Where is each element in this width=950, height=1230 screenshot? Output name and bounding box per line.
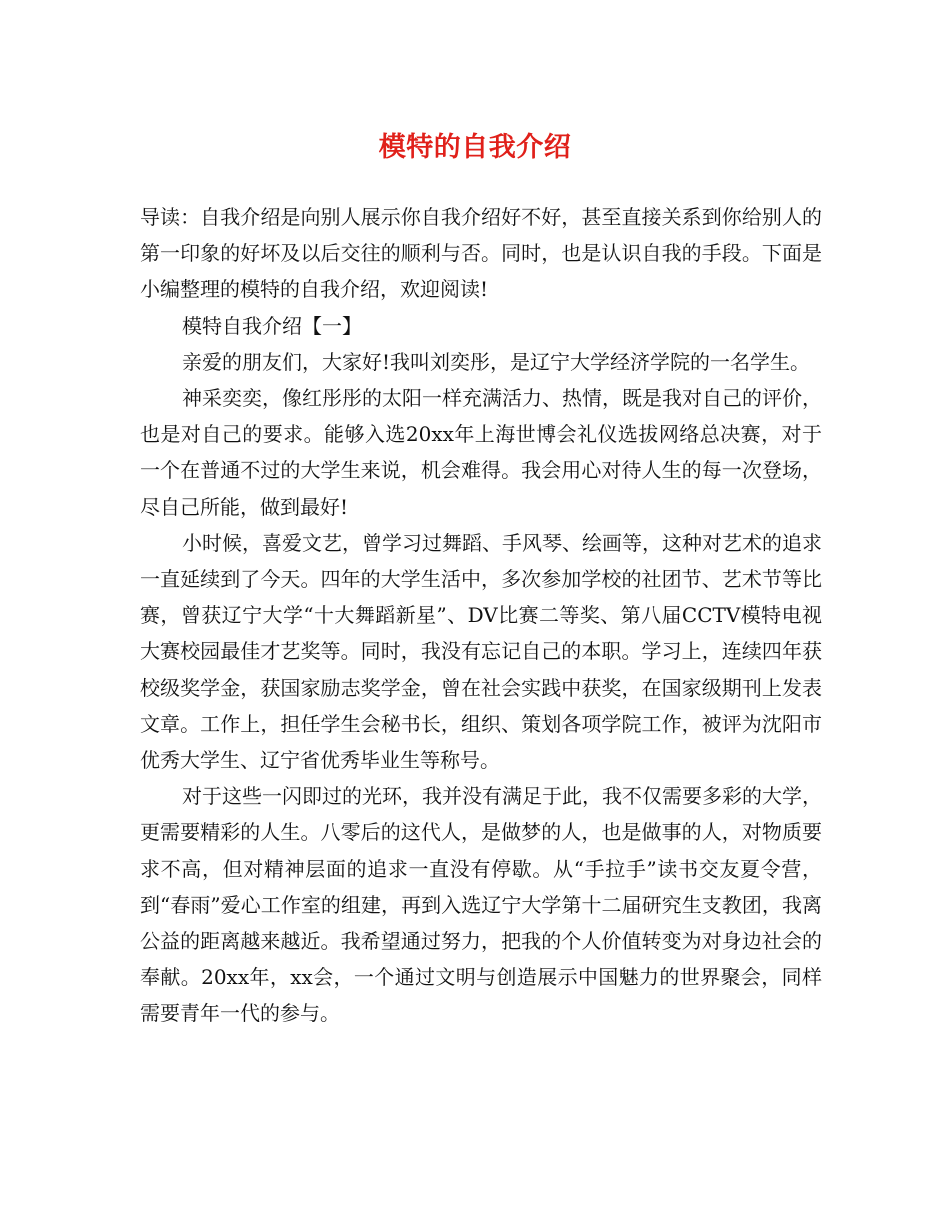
body-paragraph: 神采奕奕，像红彤彤的太阳一样充满活力、热情，既是我对自己的评价，也是对自己的要求。能够入选20xx年上海世博会礼仪选拔网络总决赛，对于一个在普通不过的大学生来说，机会难得。我会用心对待人生的每一次登场，尽自己所能，做到最好! [140, 386, 822, 519]
body-paragraph: 亲爱的朋友们，大家好!我叫刘奕彤，是辽宁大学经济学院的一名学生。 [182, 349, 811, 374]
document-title: 模特的自我介绍 [378, 132, 572, 163]
body-paragraph: 小时候，喜爱文艺，曾学习过舞蹈、手风琴、绘画等，这种对艺术的追求一直延续到了今天。四年的大学生活中，多次参加学校的社团节、艺术节等比赛，曾获辽宁大学“十大舞蹈新星”、DV比赛二等奖、第八届CCTV模特电视大赛校园最佳才艺奖等。同时，我没有忘记自己的本职。学习上，连续四年获校级奖学金，获国家励志奖学金，曾在社会实践中获奖，在国家级期刊上发表文章。工作上，担任学生会秘书长，组织、策划各项学院工作，被评为沈阳市优秀大学生、辽宁省优秀毕业生等称号。 [140, 530, 822, 773]
body-paragraph: 对于这些一闪即过的光环，我并没有满足于此，我不仅需要多彩的大学，更需要精彩的人生。八零后的这代人，是做梦的人，也是做事的人，对物质要求不高，但对精神层面的追求一直没有停歇。从“手拉手”读书交友夏令营，到“春雨”爱心工作室的组建，再到入选辽宁大学第十二届研究生支教团，我离公益的距离越来越近。我希望通过努力，把我的个人价值转变为对身边社会的奉献。20xx年，xx会，一个通过文明与创造展示中国魅力的世界聚会，同样需要青年一代的参与。 [140, 784, 822, 1026]
document-body [140, 199, 822, 1032]
intro-paragraph: 导读：自我介绍是向别人展示你自我介绍好不好，甚至直接关系到你给别人的第一印象的好坏及以后交往的顺利与否。同时，也是认识自我的手段。下面是小编整理的模特的自我介绍，欢迎阅读! [140, 205, 822, 302]
section-heading: 模特自我介绍【一】 [182, 313, 362, 338]
